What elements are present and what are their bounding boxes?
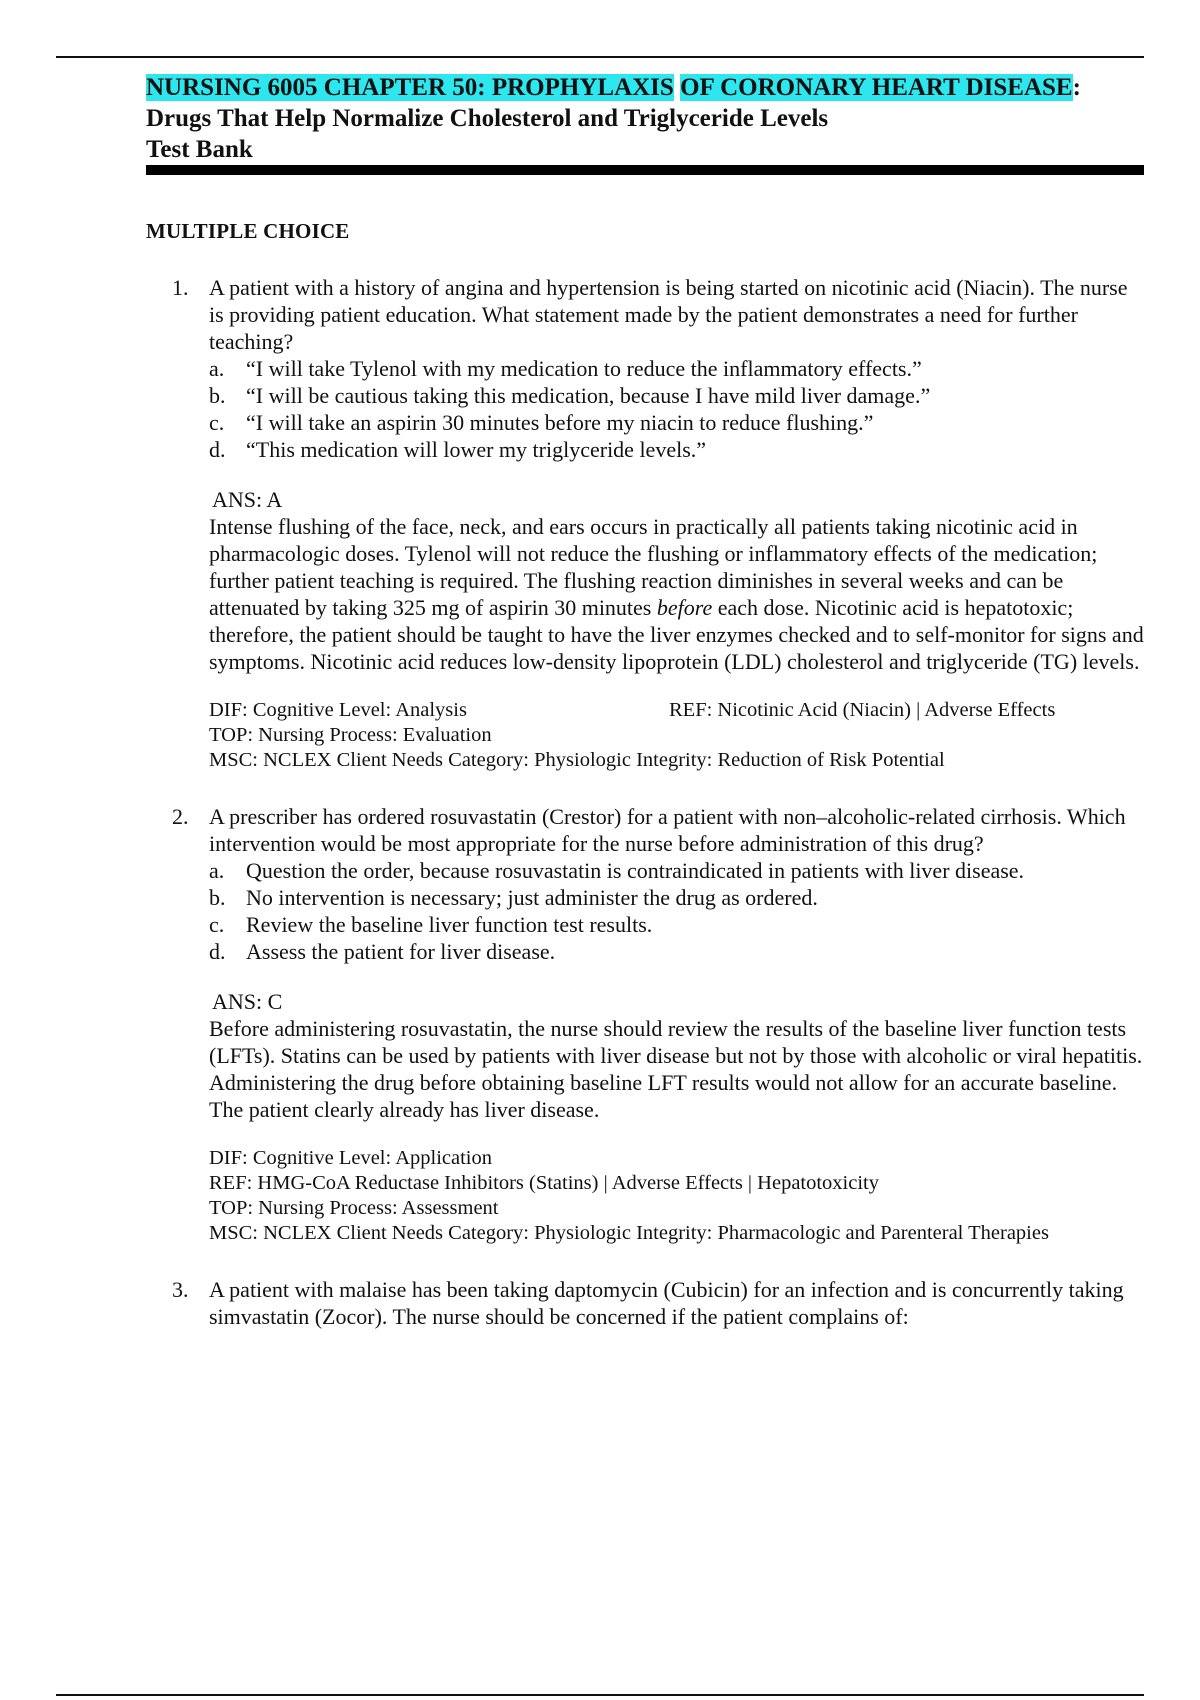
question-number: 1. <box>172 275 189 300</box>
options-list <box>209 355 1146 463</box>
question-meta <box>209 1146 1146 1246</box>
meta-top: TOP: Nursing Process: Assessment <box>209 1197 499 1219</box>
option-c <box>209 911 1146 938</box>
option-b <box>209 884 1146 911</box>
meta-ref: REF: Nicotinic Acid (Niacin) | Adverse Effects <box>669 699 1056 721</box>
meta-dif: DIF: Cognitive Level: Analysis <box>209 699 467 721</box>
meta-msc: MSC: NCLEX Client Needs Category: Physiologic Integrity: Reduction of Risk Potential <box>209 749 945 771</box>
option-a <box>209 857 1146 884</box>
question-text: A patient with malaise has been taking daptomycin (Cubicin) for an infection and is concurrently taking simvastatin (Zocor). The nurse should be concerned if the patient complains of: <box>209 1277 1124 1329</box>
options-list <box>209 857 1146 965</box>
option-text: Review the baseline liver function test results. <box>246 912 653 937</box>
option-letter: c. <box>209 912 225 937</box>
answer: ANS: A <box>212 487 283 512</box>
bottom-rule <box>56 1694 1144 1696</box>
option-b <box>209 382 1146 409</box>
title-rest: : Drugs That Help Normalize Cholesterol and Triglyceride Levels <box>146 74 1081 132</box>
meta-msc: MSC: NCLEX Client Needs Category: Physiologic Integrity: Pharmacologic and Parenteral Therapies <box>209 1222 1049 1244</box>
question-2 <box>146 803 1146 1246</box>
option-text: No intervention is necessary; just administer the drug as ordered. <box>246 885 818 910</box>
document-body <box>146 72 1146 1330</box>
option-letter: d. <box>209 437 226 462</box>
option-d <box>209 938 1146 965</box>
option-letter: b. <box>209 383 226 408</box>
question-meta <box>209 698 1146 773</box>
question-number: 2. <box>172 804 189 829</box>
rationale-part-1: Intense flushing of the face, neck, and ears occurs in practically all patients taking nicotinic acid in pharmacologic doses. Tylenol will not reduce the flushing or inflammatory effects of the medication; further patient teaching is required. The flushing reaction diminishes in several weeks and can be attenuated by taking 325 mg of aspirin 30 minutes <box>209 514 1098 620</box>
title-test-bank: Test Bank <box>146 136 253 163</box>
option-letter: c. <box>209 410 225 435</box>
title-highlight-1: NURSING 6005 CHAPTER 50: PROPHYLAXIS <box>146 74 674 101</box>
top-rule <box>56 56 1144 58</box>
question-text: A patient with a history of angina and hypertension is being started on nicotinic acid (Niacin). The nurse is providing patient education. What statement made by the patient demonstrates a need for further teaching? <box>209 275 1128 354</box>
option-text: “I will be cautious taking this medication, because I have mild liver damage.” <box>246 383 931 408</box>
question-number: 3. <box>172 1277 189 1302</box>
section-label: MULTIPLE CHOICE <box>146 219 350 243</box>
option-text: Assess the patient for liver disease. <box>246 939 556 964</box>
title-highlight-2: OF CORONARY HEART DISEASE <box>680 74 1073 101</box>
document-title <box>146 72 1146 165</box>
question-text: A prescriber has ordered rosuvastatin (Crestor) for a patient with non–alcoholic-related cirrhosis. Which intervention would be most appropriate for the nurse before administration of this drug? <box>209 804 1126 856</box>
option-a <box>209 355 1146 382</box>
option-c <box>209 409 1146 436</box>
option-text: Question the order, because rosuvastatin is contraindicated in patients with liver disease. <box>246 858 1025 883</box>
option-letter: b. <box>209 885 226 910</box>
option-d <box>209 436 1146 463</box>
meta-top: TOP: Nursing Process: Evaluation <box>209 724 492 746</box>
meta-dif: DIF: Cognitive Level: Application <box>209 1147 492 1169</box>
question-1 <box>146 274 1146 773</box>
option-text: “This medication will lower my triglyceride levels.” <box>246 437 707 462</box>
option-letter: d. <box>209 939 226 964</box>
title-bar <box>146 165 1144 175</box>
option-letter: a. <box>209 356 225 381</box>
rationale <box>209 513 1146 675</box>
answer: ANS: C <box>212 989 283 1014</box>
rationale-emphasis: before <box>656 595 713 620</box>
meta-dif-ref <box>209 698 1146 723</box>
rationale: Before administering rosuvastatin, the nurse should review the results of the baseline liver function tests (LFTs). Statins can be used by patients with liver disease but not by those with alcoholic or viral hepatitis. Administering the drug before obtaining baseline LFT results would not allow for an accurate baseline. The patient clearly already has liver disease. <box>209 1016 1143 1122</box>
option-text: “I will take Tylenol with my medication to reduce the inflammatory effects.” <box>246 356 922 381</box>
question-3 <box>146 1276 1146 1330</box>
rationale-part-2: each dose. Nicotinic acid is hepatotoxic; therefore, the patient should be taught to have the liver enzymes checked and to self-monitor for signs and symptoms. Nicotinic acid reduces low-density lipoprotein (LDL) cholesterol and triglyceride (TG) levels. <box>209 595 1144 674</box>
option-text: “I will take an aspirin 30 minutes before my niacin to reduce flushing.” <box>246 410 874 435</box>
option-letter: a. <box>209 858 225 883</box>
meta-ref: REF: HMG-CoA Reductase Inhibitors (Statins) | Adverse Effects | Hepatotoxicity <box>209 1172 879 1194</box>
